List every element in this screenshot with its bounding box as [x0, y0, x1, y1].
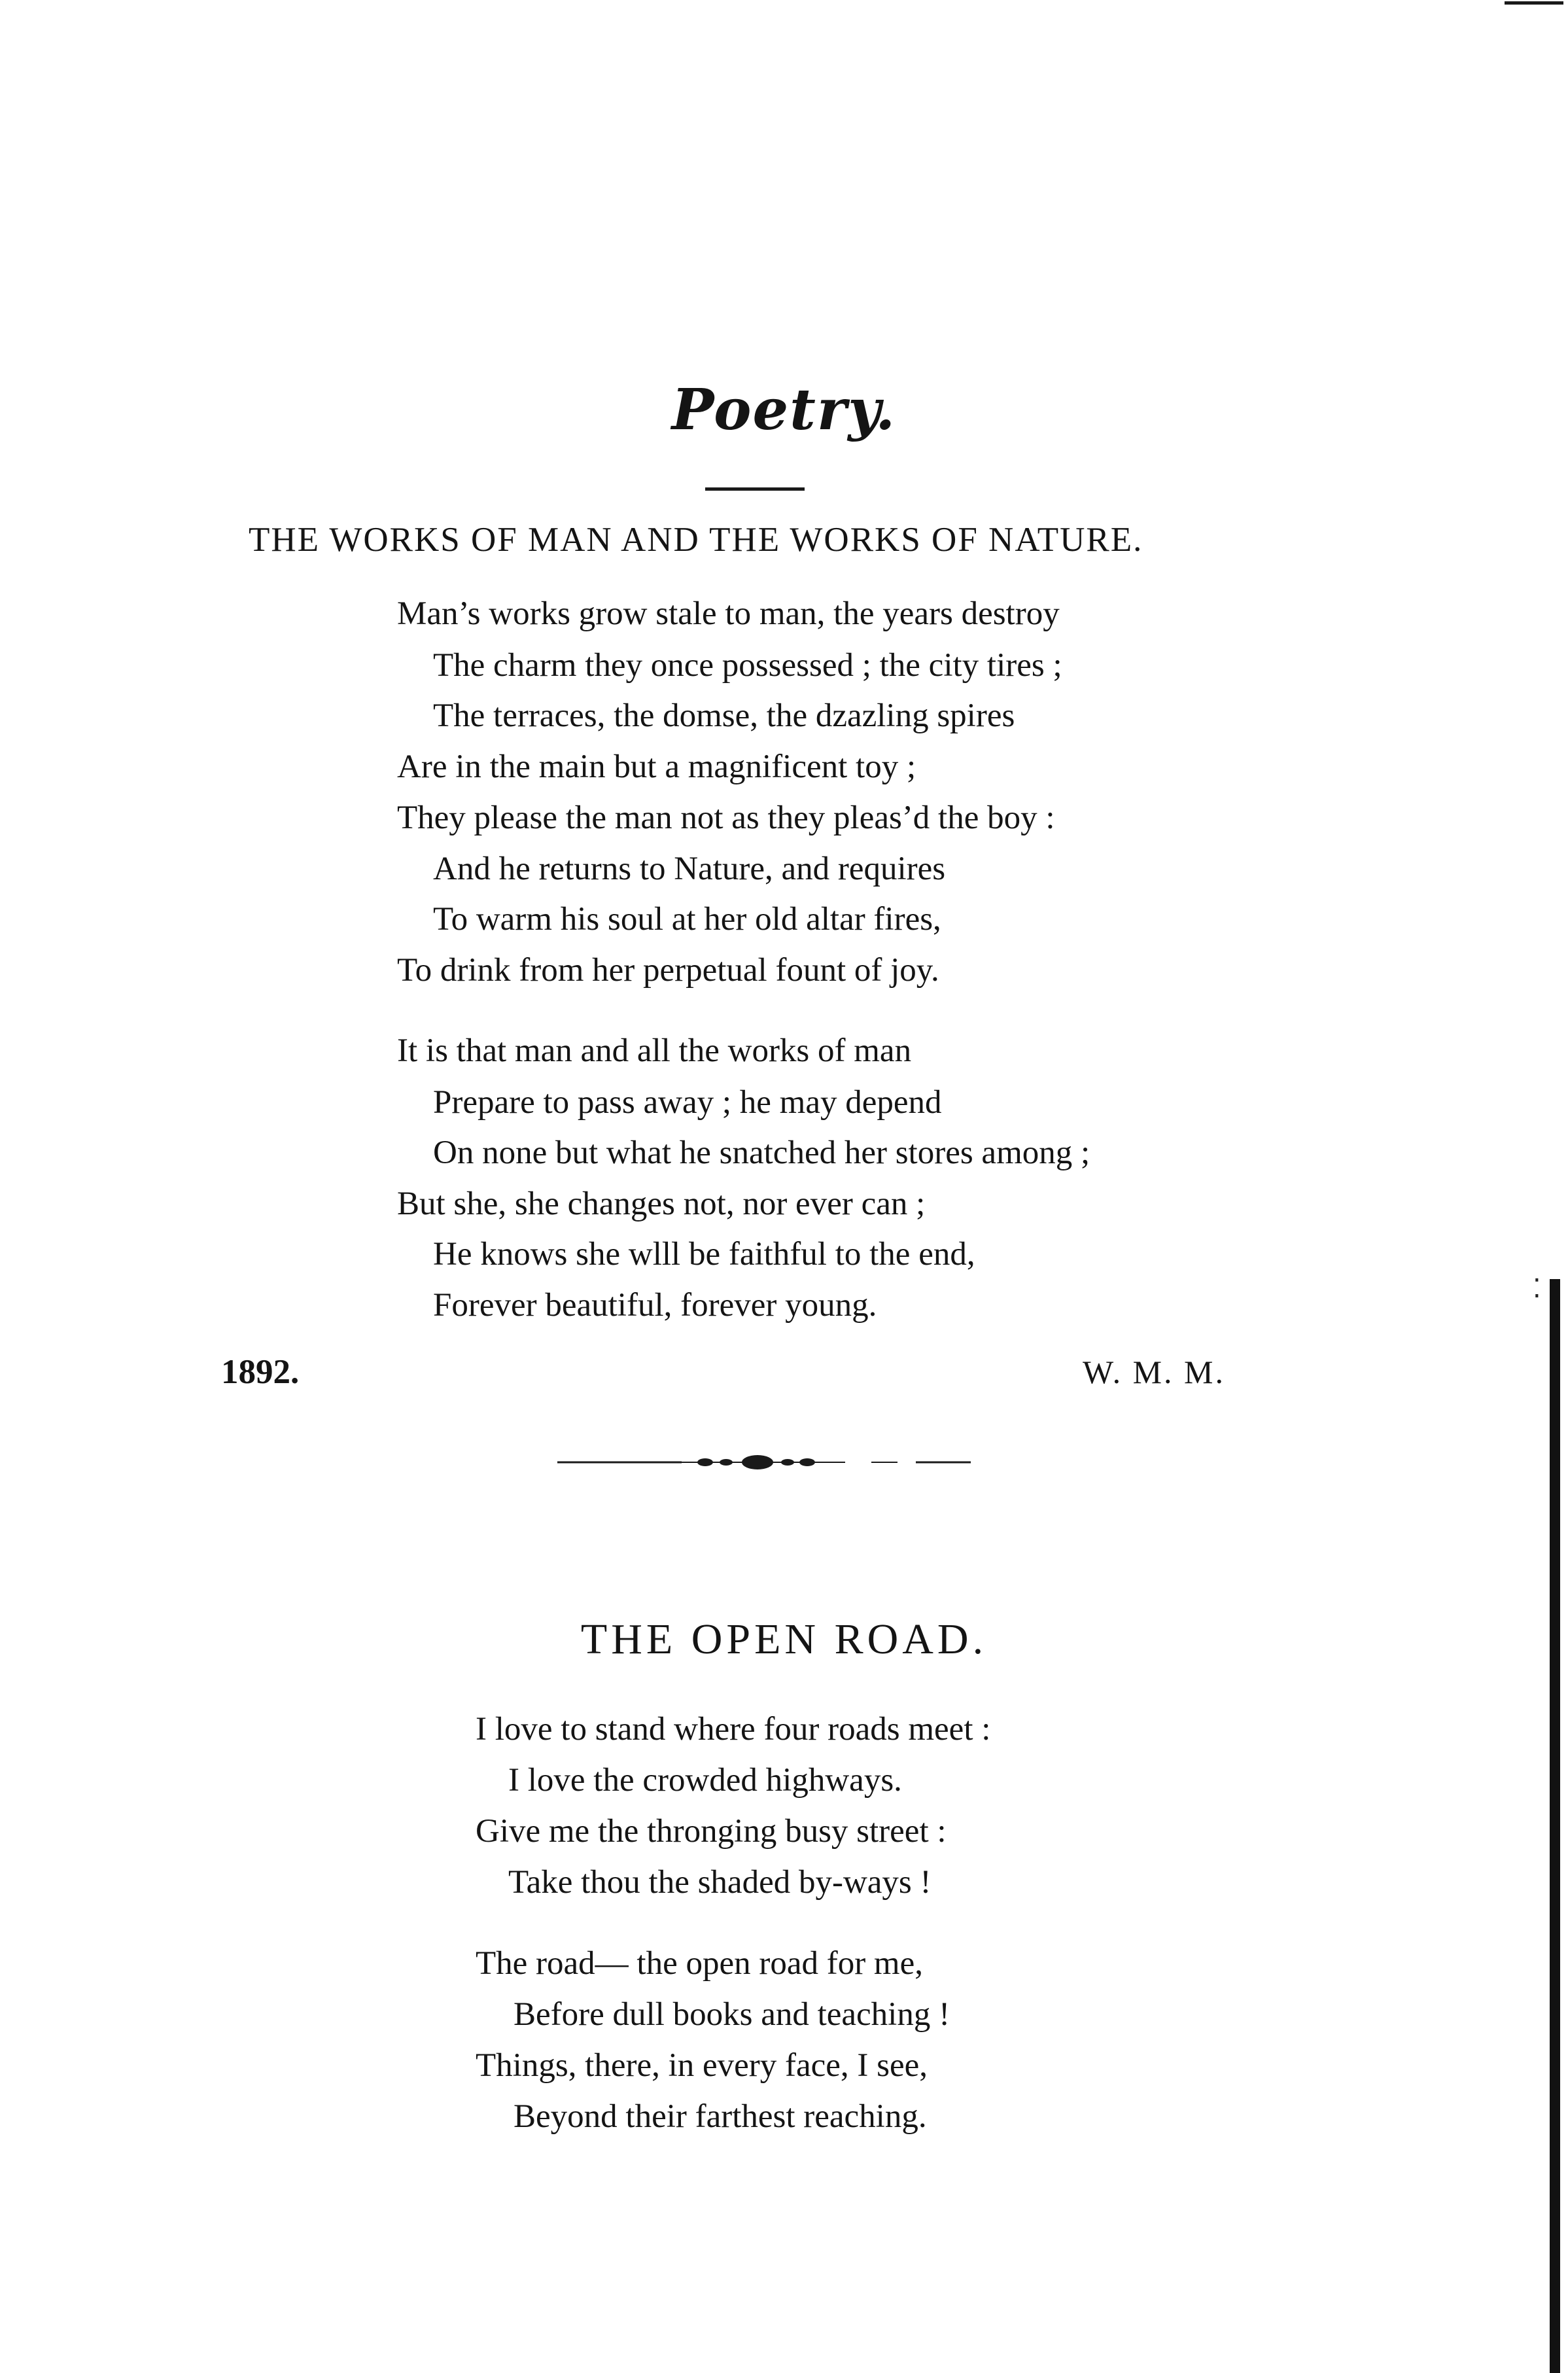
poem-line: The road— the open road for me, [476, 1945, 923, 1982]
poem-line: He knows she wlll be faithful to the end, [433, 1236, 975, 1273]
poem-line: To drink from her perpetual fount of joy. [397, 952, 939, 989]
poem-line: Prepare to pass away ; he may depend [433, 1084, 942, 1121]
poem-line: They please the man not as they pleas’d the boy : [397, 800, 1055, 836]
poem-line: Man’s works grow stale to man, the years destroy [397, 595, 1060, 632]
poem-line: It is that man and all the works of man [397, 1032, 912, 1069]
ornament-divider [557, 1452, 971, 1472]
poem-year: 1892. [221, 1353, 300, 1391]
poem-line: Take thou the shaded by-ways ! [508, 1864, 932, 1901]
poem-line: Forever beautiful, forever young. [433, 1287, 877, 1324]
corner-mark [1505, 1, 1563, 5]
edge-marks: ⁚ [1533, 1274, 1541, 1303]
poem-line: And he returns to Nature, and requires [433, 851, 946, 887]
heading-rule [705, 487, 805, 491]
poem-line: But she, she changes not, nor ever can ; [397, 1186, 926, 1222]
poem-line: Before dull books and teaching ! [514, 1996, 950, 2033]
binding-edge [1550, 1279, 1560, 2373]
poem-line: The terraces, the domse, the dzazling spires [433, 697, 1015, 734]
poem-line: To warm his soul at her old altar fires, [433, 901, 941, 938]
poem-title: THE WORKS OF MAN AND THE WORKS OF NATURE. [249, 521, 1143, 559]
poem-line: The charm they once possessed ; the city tires ; [433, 647, 1062, 684]
poem-line: I love the crowded highways. [508, 1762, 902, 1799]
poem-line: Are in the main but a magnificent toy ; [397, 748, 916, 785]
poem-line: Give me the thronging busy street : [476, 1813, 947, 1850]
poem-line: Beyond their farthest reaching. [514, 2098, 927, 2135]
poem-line: On none but what he snatched her stores among ; [433, 1134, 1090, 1171]
poem-line: Things, there, in every face, I see, [476, 2047, 928, 2084]
section-heading: Poetry. [671, 377, 897, 443]
poem-author-initials: W. M. M. [1083, 1354, 1226, 1390]
poem-line: I love to stand where four roads meet : [476, 1711, 991, 1748]
poem-title: THE OPEN ROAD. [580, 1615, 988, 1663]
